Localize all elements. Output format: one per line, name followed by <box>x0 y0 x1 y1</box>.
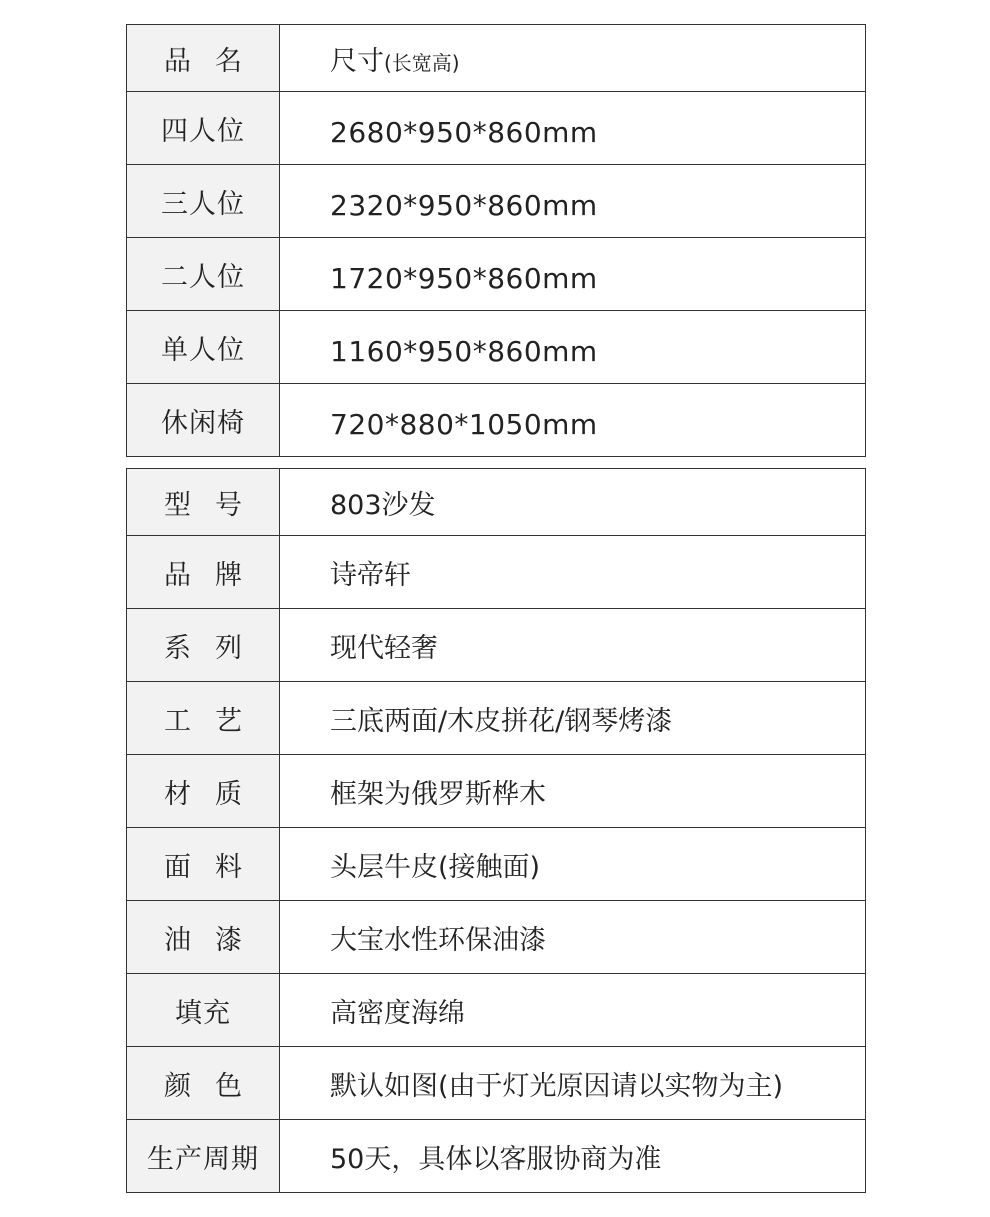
row-label: 休闲椅 <box>127 384 280 457</box>
row-label: 系列 <box>127 609 280 682</box>
table-row <box>127 469 866 536</box>
row-value: 2320*950*860mm <box>280 165 866 238</box>
table-row <box>127 165 866 238</box>
row-label: 二人位 <box>127 238 280 311</box>
row-value: 诗帝轩 <box>280 536 866 609</box>
table-row <box>127 609 866 682</box>
row-value: 大宝水性环保油漆 <box>280 901 866 974</box>
table-row <box>127 92 866 165</box>
row-value: 50天，具体以客服协商为准 <box>280 1120 866 1193</box>
product-name-header-label: 品名 <box>164 45 266 77</box>
row-label: 面料 <box>127 828 280 901</box>
row-value: 默认如图(由于灯光原因请以实物为主) <box>280 1047 866 1120</box>
row-value: 1160*950*860mm <box>280 311 866 384</box>
row-label: 颜色 <box>127 1047 280 1120</box>
row-value: 1720*950*860mm <box>280 238 866 311</box>
size-header <box>280 25 866 92</box>
table-row <box>127 384 866 457</box>
size-table-header-row <box>127 25 866 92</box>
row-value: 803沙发 <box>280 469 866 536</box>
row-label: 三人位 <box>127 165 280 238</box>
table-row <box>127 311 866 384</box>
table-row <box>127 536 866 609</box>
row-label: 型号 <box>127 469 280 536</box>
row-label: 生产周期 <box>127 1120 280 1193</box>
table-row <box>127 682 866 755</box>
row-label: 四人位 <box>127 92 280 165</box>
row-value: 720*880*1050mm <box>280 384 866 457</box>
product-property-table <box>126 468 866 1193</box>
row-label: 工艺 <box>127 682 280 755</box>
table-row <box>127 238 866 311</box>
row-label: 材质 <box>127 755 280 828</box>
size-header-label: 尺寸 <box>330 45 384 77</box>
row-value: 三底两面/木皮拼花/钢琴烤漆 <box>280 682 866 755</box>
row-label: 油漆 <box>127 901 280 974</box>
row-value: 2680*950*860mm <box>280 92 866 165</box>
size-header-note: (长宽高) <box>384 50 460 75</box>
row-label: 填充 <box>127 974 280 1047</box>
row-value: 现代轻奢 <box>280 609 866 682</box>
table-row <box>127 1047 866 1120</box>
row-label: 品牌 <box>127 536 280 609</box>
table-row <box>127 828 866 901</box>
size-spec-table <box>126 24 866 457</box>
row-value: 高密度海绵 <box>280 974 866 1047</box>
row-label: 单人位 <box>127 311 280 384</box>
table-row <box>127 755 866 828</box>
table-row <box>127 901 866 974</box>
table-row <box>127 1120 866 1193</box>
row-value: 框架为俄罗斯桦木 <box>280 755 866 828</box>
table-row <box>127 974 866 1047</box>
row-value: 头层牛皮(接触面) <box>280 828 866 901</box>
product-name-header <box>127 25 280 92</box>
